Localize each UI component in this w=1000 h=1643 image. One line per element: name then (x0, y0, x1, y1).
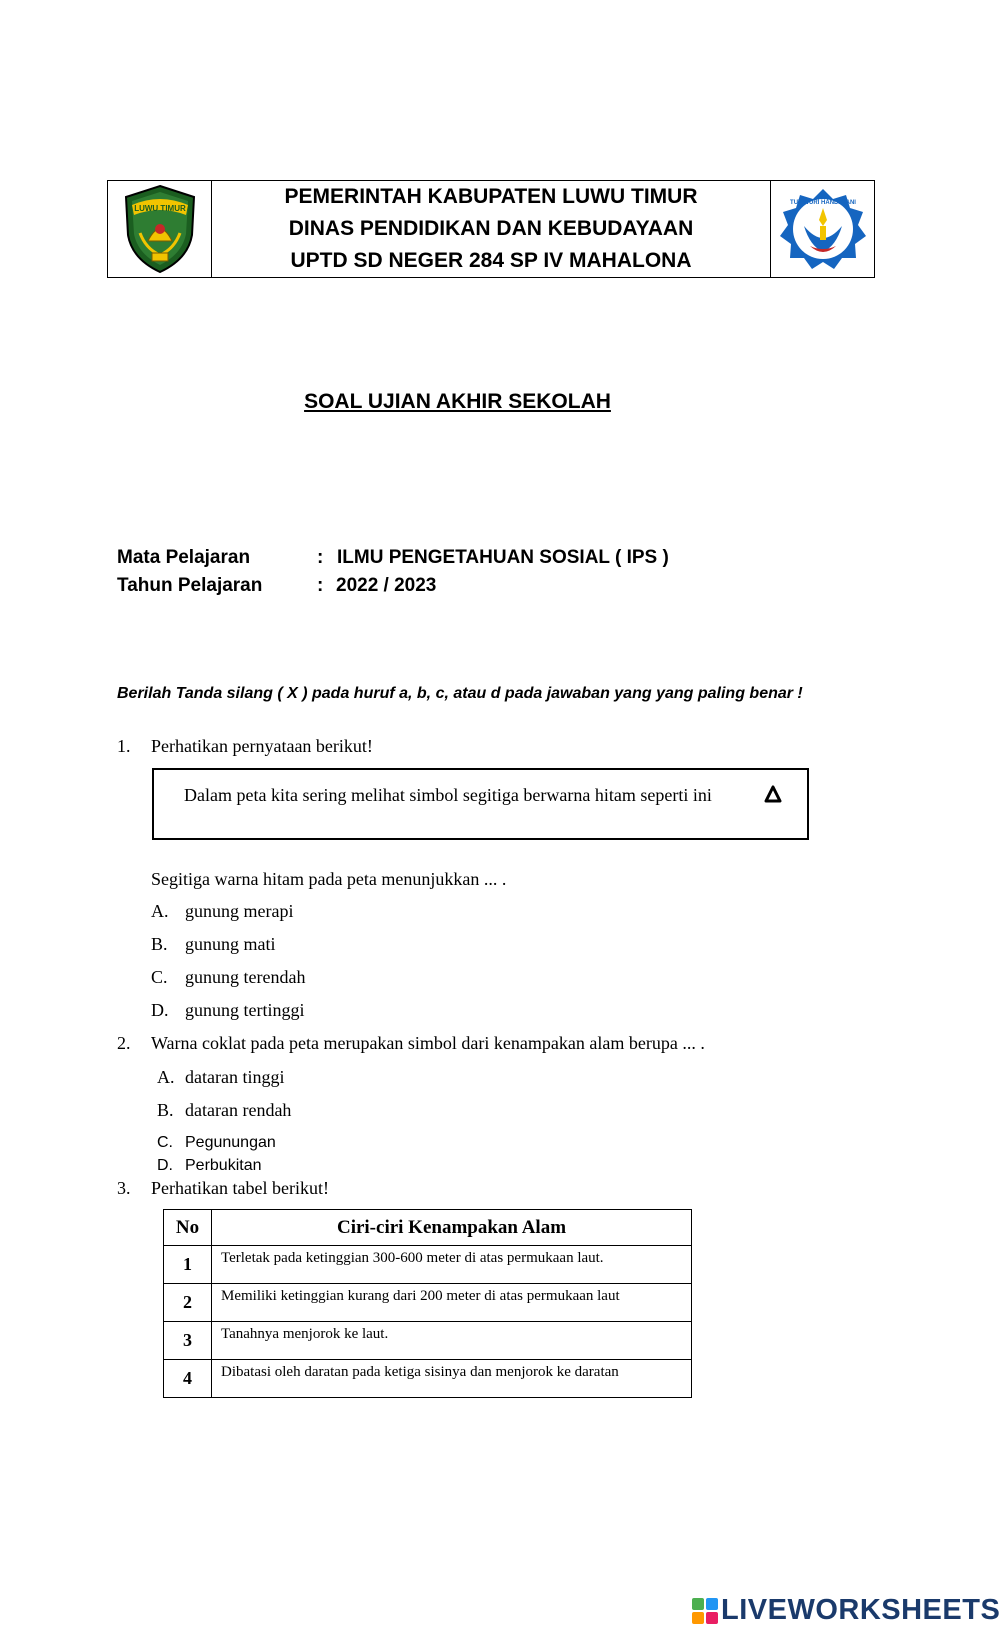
column-header-no: No (164, 1210, 212, 1246)
option-letter: C. (157, 1134, 173, 1151)
option-letter: B. (157, 1100, 174, 1120)
question-number: 1. (117, 736, 131, 756)
brand-text: LIVEWORKSHEETS (721, 1594, 1000, 1626)
header-line-3: UPTD SD NEGER 284 SP IV MAHALONA (290, 249, 692, 272)
option-text: gunung terendah (185, 967, 306, 987)
row-description: Memiliki ketinggian kurang dari 200 meter di atas permukaan laut (212, 1284, 692, 1322)
option-text: gunung tertinggi (185, 1000, 305, 1020)
row-number: 2 (164, 1284, 212, 1322)
row-number: 4 (164, 1360, 212, 1398)
subject-colon: : (317, 547, 324, 568)
subject-value: ILMU PENGETAHUAN SOSIAL ( IPS ) (337, 547, 669, 568)
header-line-2: DINAS PENDIDIKAN DAN KEBUDAYAAN (288, 217, 694, 240)
row-number: 1 (164, 1246, 212, 1284)
table-header-row (164, 1210, 692, 1246)
row-description: Terletak pada ketinggian 300-600 meter di atas permukaan laut. (212, 1246, 692, 1284)
features-table (163, 1209, 692, 1398)
option-text: dataran tinggi (185, 1067, 285, 1087)
question-text: Perhatikan pernyataan berikut! (151, 736, 373, 756)
tut-wuri-handayani-emblem-icon (780, 186, 866, 272)
question-number: 2. (117, 1033, 131, 1053)
option-text: gunung mati (185, 934, 276, 954)
row-number: 3 (164, 1322, 212, 1360)
row-description: Dibatasi oleh daratan pada ketiga sisinya dan menjorok ke daratan (212, 1360, 692, 1398)
question-text: Perhatikan tabel berikut! (151, 1178, 329, 1198)
option-text: Perbukitan (185, 1157, 262, 1174)
left-logo-cell (108, 181, 212, 277)
year-colon: : (317, 575, 324, 596)
question-1-prompt: Segitiga warna hitam pada peta menunjukkan ... . (151, 869, 507, 889)
option-letter: C. (151, 967, 168, 987)
header-line-1: PEMERINTAH KABUPATEN LUWU TIMUR (284, 185, 698, 208)
table-row (164, 1284, 692, 1322)
liveworksheets-logo-icon (692, 1598, 718, 1624)
luwu-timur-emblem-icon (120, 183, 200, 275)
year-label: Tahun Pelajaran (117, 575, 263, 596)
option-letter: D. (151, 1000, 169, 1020)
letterhead (107, 180, 875, 278)
instruction-text: Berilah Tanda silang ( X ) pada huruf a, b, c, atau d pada jawaban yang yang paling benar ! (117, 685, 803, 702)
table-row (164, 1360, 692, 1398)
option-letter: D. (157, 1157, 173, 1174)
svg-text:TUT WURI HANDAYANI: TUT WURI HANDAYANI (789, 200, 856, 206)
option-letter: A. (151, 901, 169, 921)
table-row (164, 1322, 692, 1360)
subject-label: Mata Pelajaran (117, 547, 251, 568)
statement-box (152, 768, 809, 840)
statement-text: Dalam peta kita sering melihat simbol segitiga berwarna hitam seperti ini (184, 785, 712, 805)
option-text: dataran rendah (185, 1100, 292, 1120)
liveworksheets-brand (692, 1594, 1000, 1627)
option-letter: A. (157, 1067, 175, 1087)
column-header-features: Ciri-ciri Kenampakan Alam (212, 1210, 692, 1246)
black-triangle-icon (764, 785, 782, 803)
option-text: Pegunungan (185, 1134, 276, 1151)
right-logo-cell (770, 181, 874, 277)
row-description: Tanahnya menjorok ke laut. (212, 1322, 692, 1360)
table-row (164, 1246, 692, 1284)
question-text: Warna coklat pada peta merupakan simbol dari kenampakan alam berupa ... . (151, 1033, 705, 1053)
question-number: 3. (117, 1178, 131, 1198)
exam-title: SOAL UJIAN AKHIR SEKOLAH (304, 390, 611, 413)
option-letter: B. (151, 934, 168, 954)
option-text: gunung merapi (185, 901, 294, 921)
year-value: 2022 / 2023 (336, 575, 437, 596)
header-text (212, 181, 770, 277)
svg-text:LUWU TIMUR: LUWU TIMUR (133, 204, 186, 213)
